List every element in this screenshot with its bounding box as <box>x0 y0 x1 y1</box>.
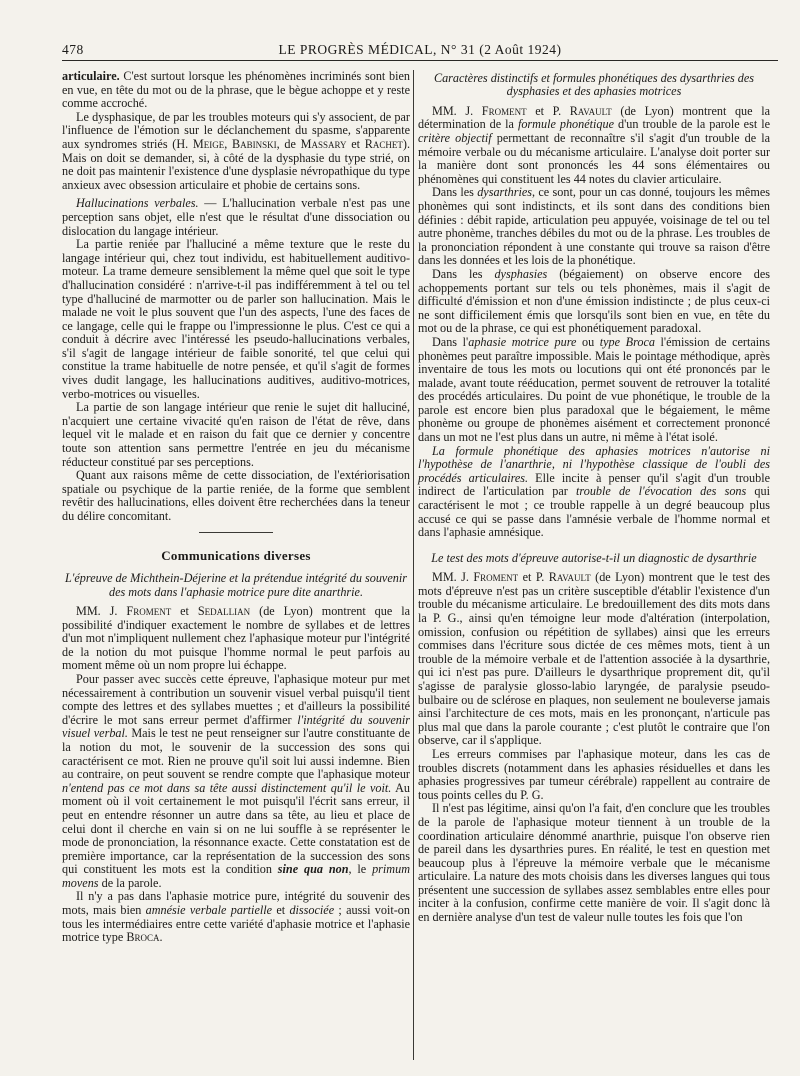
paragraph: Il n'est pas légitime, ainsi qu'on l'a fait, d'en conclure que les troubles de la parole de l'aphasique moteur tiennent à un trouble de la coordination articulaire dénommé anarthrie, puisque l'on observe rien de pareil dans les dysarthries pures. En réalité, le test en question met beaucoup plus à l'épreuve la mémoire verbale que le mécanisme articulaire. La nature des mots choisis dans les diverses langues qui tous présentent une succession de syllabes assez semblables entre elles pour inciter à la confusion, confirme cette manière de voir. Il s'agit donc là en dernière analyse d'un test de valeur nulle toutes les fois que l'on <box>418 801 770 925</box>
paragraph: Quant aux raisons même de cette dissociation, de l'extériorisation spatiale ou psychique de la partie reniée, de la forme que semblent revêtir des hallucinations, elles doivent être recherchées dans la teneur du délire concomitant. <box>62 468 410 523</box>
article-title: Le test des mots d'épreuve autorise-t-il un diagnostic de dysarthrie <box>431 550 757 565</box>
paragraph: Dans l'aphasie motrice pure ou type Broca l'émission de certains phonèmes peut paraître impossible. Mais le pointage méthodique, après inventaire de tous les mots ou locutions qui ont été prononcés par le malade, avant toute rééducation, permet souvent de retrouver la totalité des procédés articulaires. Du point de vue phonétique, le trouble de la parole est encore bien plus paradoxal que le bégaiement, le même phonème ou groupe de phonèmes aisément et correctement prononcé dans un mot ne l'est plus dans un autre, ni même à l'état isolé. <box>418 334 771 445</box>
journal-title: LE PROGRÈS MÉDICAL, N° 31 (2 Août 1924) <box>278 42 562 57</box>
paragraph: Les erreurs commises par l'aphasique moteur, dans les cas de troubles discrets (notamment dans les aphasies résiduelles et dans les aphasies progressives par tumeur cérébrale) rappellent au contraire de tous points celles du P. G. <box>418 746 770 802</box>
paragraph: Dans les dysarthries, ce sont, pour un cas donné, toujours les mêmes phonèmes qui sont indistincts, et ils sont dans des conditions bien définies : débit rapide, articulation peu appuyée, voisinage de tel ou tel autre phonème, tranches débiles du mot ou de la phrase. Les troubles de la prononciation répondent à une constante qui trouve sa raison d'être dans les données et les lois de la phonétique. <box>418 185 770 268</box>
page-header <box>62 40 778 61</box>
paragraph: Il n'y a pas dans l'aphasie motrice pure, intégrité du souvenir des mots, mais bien amnésie verbale partielle et dissociée ; aussi voit-on tous les intermédiaires entre cette variété d'aphasie motrice et l'aphasie motrice type Broca. <box>62 889 410 945</box>
paragraph: Le dysphasique, de par les troubles moteurs qui s'y associent, de par l'influence de l'émotion sur le déclanchement du spasme, s'apparente aux syndromes striés (H. Meige, Babinski, de Massary et Rachet). Mais on doit se demander, si, à côté de la dysphasie du type strié, on ne doit pas maintenir l'existence d'une dysplasie névropathique du type anxieux avec obsession articulaire et phobie de certains sons. <box>62 109 410 192</box>
left-column <box>62 70 410 945</box>
paragraph: La partie de son langage intérieur que renie le sujet dit halluciné, n'acquiert une certaine vivacité qu'en raison de l'état de rêve, dans lequel vit le malade et en raison du fait que ce dernier y concentre toute son attention sans permettre l'entrée en jeu du mécanisme réducteur constitué par ses perceptions. <box>62 400 410 469</box>
section-title: Communications diverses <box>161 547 311 563</box>
paragraph: Dans les dysphasies (bégaiement) on observe encore des achoppements portant sur tels ou tels phonèmes, mais il s'agit de difficulté d'émission et non d'une émission indistincte ; de plus ceux-ci ne sont difficilement émis que lorsqu'ils sont bien en vue, en tête du mot ou de la phrase, ce qui est phonétiquement paradoxal. <box>418 266 770 336</box>
page-number: 478 <box>62 42 84 57</box>
article-title: L'épreuve de Michthein-Déjerine et la prétendue intégrité du souvenir des mots dans l'aphasie motrice pure dite anarthrie. <box>65 571 407 599</box>
paragraph: articulaire. C'est surtout lorsque les phénomènes incriminés sont bien en vue, en tête du mot ou de la phrase, que le bègue achoppe et y reste comme accroché. <box>62 69 410 111</box>
paragraph: La formule phonétique des aphasies motrices n'autorise ni l'hypothèse de l'anarthrie, ni l'hypothèse classique de l'oubli des procédés articulaires. Elle incite à penser qu'il s'agit d'un trouble indirect de l'articulation par trouble de l'évocation des sons qui caractérisent le mot ; ce trouble rappelle à un degré beaucoup plus accusé ce qui se passe dans l'amnésie verbale de l'homme normal et dans l'aphasie amnésique. <box>418 443 771 540</box>
paragraph: MM. J. Froment et P. Ravault (de Lyon) montrent que la détermination de la formule phonétique d'un trouble de la parole est le critère objectif permettant de reconnaître s'il s'agit d'un trouble de la mémoire verbale ou du mécanisme articulaire. L'analyse doit porter sur la manière dont sont prononcés les 44 sons élémentaires ou phénomènes qui constituent les 44 notes du clavier articulaire. <box>418 103 770 186</box>
column-divider <box>413 70 414 1060</box>
paragraph: Hallucinations verbales. — L'hallucination verbale n'est pas une perception sans objet, elle n'est que le résultat d'une dissociation ou dislocation du langage intérieur. <box>62 196 410 238</box>
article-title: Caractères distinctifs et formules phonétiques des dysarthries des dysphasies et des aphasies motrices <box>433 71 755 99</box>
paragraph: La partie reniée par l'halluciné a même texture que le reste du langage intérieur qui, chez tout individu, est habituellement auditivo-moteur. La trame demeure sensiblement la même quel que soit le type d'hallucination considéré : n'arrive-t-il pas indifféremment à tel ou tel type d'halluciné de marmotter ou de parler son hallucination. Mais le malade ne voit le plus souvent que l'un des aspects, l'une des faces de ce langage, celle qui le frappe ou l'impressionne le plus. C'est ce qui a conduit à décrire avec l'intéressé les pseudo-hallucinations verbales, s'il s'agit de langage intérieur de faible sonorité, tel que celui qui constitue la trame habituelle de notre pensée, et qu'il s'agit de formes vives dudit langage, les hallucinations auditives, auditivo-motrices, verbo-motrices ou visuelles. <box>62 237 410 401</box>
paragraph: MM. J. Froment et Sedallian (de Lyon) montrent que la possibilité d'indiquer exactement le nombre de syllabes et de lettres d'un mot n'impliquent nullement chez l'aphasique moteur pur l'intégrité de la notion du mot puisque l'homme normal le peut parfois au moment même où un nom propre lui échappe. <box>62 604 411 673</box>
right-column <box>418 70 770 925</box>
paragraph: Pour passer avec succès cette épreuve, l'aphasique moteur pur met nécessairement à contribution un souvenir visuel verbal puisqu'il tient compte des lettres et des syllabes muettes ; et d'ailleurs la possibilité d'écrire le mot sans erreur permet d'affirmer l'intégrité du souvenir visuel verbal. Mais le test ne peut renseigner sur l'autre constituante de la notion du mot, le souvenir de la succession des sons qui caractérisent ce mot. Rien ne prouve qu'il soit lui aussi indemne. Bien au contraire, on peut souvent se rendre compte que l'aphasique moteur n'entend pas ce mot dans sa tête aussi distinctement qu'il le voit. Au moment où il voit certainement le mot puisqu'il l'écrit sans erreur, il peut en entendre résonner un autre dans sa tête, au lieu et place de celui dont il cherche en vain si on ne lui souffle à se représenter le mode de prononciation, la résonnance exacte. Cette constatation est de première importance, car la représentation de la succession des sons qui constituent les mots est la condition sine qua non, le primum movens de la parole. <box>62 671 410 890</box>
separator-line <box>199 532 273 533</box>
paragraph: MM. J. Froment et P. Ravault (de Lyon) montrent que le test des mots d'épreuve n'est pas un critère susceptible d'établir l'existence d'un trouble du mécanisme articulaire. Le bredouillement des dits mots dans la P. G., ainsi qu'en témoigne leur mode d'altération (interpolation, omission, confusion ou répétition de syllabes) ainsi que les erreurs commises dans l'écriture sous dictée de ces mêmes mots, tient à un trouble de la mémoire verbale et de l'attention associée à la dysarthrie, qui ici n'est pas pure. D'ailleurs le dysarthrique proprement dit, qu'il s'agisse de paralysie glosso-labio laryngée, de paralysie pseudo-bulbaire ou de sclérose en plaques, non seulement ne bouleverse jamais ainsi l'architecture de ces mots, mais en les prononçant, n'articule pas plus mal que dans la parole courante ; c'est plutôt le contraire que l'on observe, car il s'applique. <box>418 570 770 748</box>
